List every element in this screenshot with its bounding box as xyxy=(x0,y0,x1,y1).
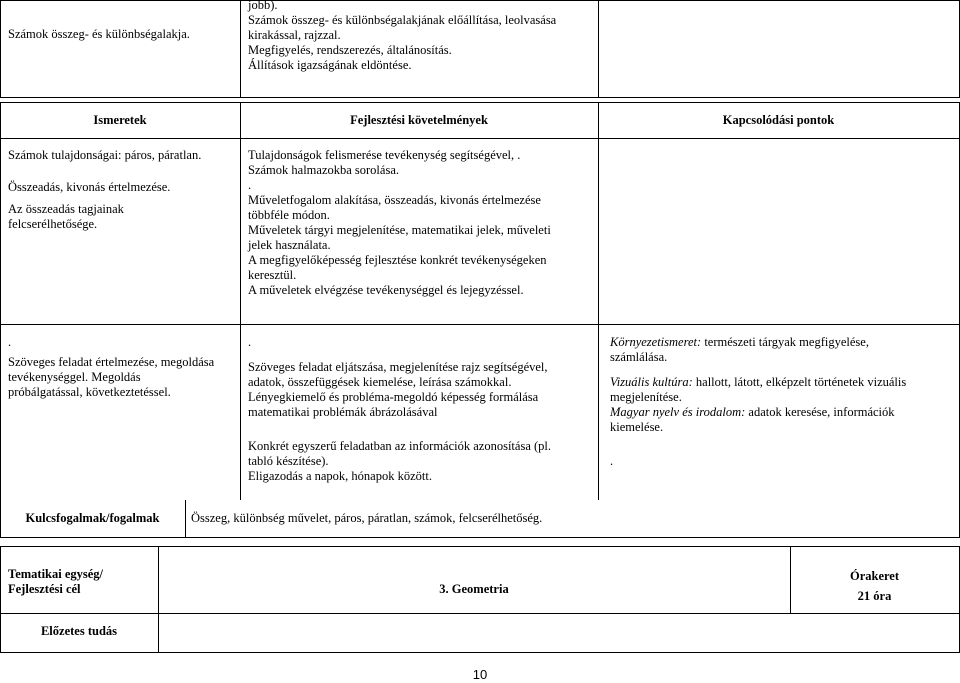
prereq-label: Előzetes tudás xyxy=(40,624,118,638)
hours-cell: Órakeret 21 óra xyxy=(849,569,900,603)
keywords-label: Kulcsfogalmak/fogalmak xyxy=(25,511,160,525)
kornyezetismeret-label: Környezetismeret: xyxy=(610,335,702,349)
row2-fejlesztesi: . Szöveges feladat eljátszása, megjelenítése rajz segítségével, adatok, összefüggések kiemelése, leírása számokkal. Lényegkiemelő és probléma-megoldó képesség formálása matematikai problémák ábrázolásával Konkrét egyszerű feladatban az információk azonosítása (pl. tabló készítése). Eligazodás a napok, hónapok között. xyxy=(248,335,551,483)
keywords-text: Összeg, különbség művelet, páros, páratlan, számok, felcserélhetőség. xyxy=(191,511,543,525)
header-kapcsolodasi: Kapcsolódási pontok xyxy=(722,113,835,127)
header-ismeretek: Ismeretek xyxy=(93,113,147,127)
topic-label: Tematikai egység/ Fejlesztési cél xyxy=(8,567,104,596)
row2-kapcsolodasi: Környezetismeret: természeti tárgyak megfigyelése, számlálása. Vizuális kultúra: hallott, látott, elképzelt történetek vizuális megjelenítése. Magyar nyelv és irodalom: adatok keresése, információk kiemelése. . xyxy=(610,335,907,468)
row2-ismeretek: . Szöveges feladat értelmezése, megoldása tevékenységgel. Megoldás próbálgatással, következtetéssel. xyxy=(8,335,215,399)
top-left-text: Számok összeg- és különbségalakja. xyxy=(8,27,190,41)
top-middle-text: jobb). Számok összeg- és különbségalakjának előállítása, leolvasása kirakással, rajzzal. Megfigyelés, rendszerezés, általánosítás. Állítások igazságának eldöntése. xyxy=(248,0,557,72)
magyar-nyelv-label: Magyar nyelv és irodalom: xyxy=(610,405,746,419)
vizualis-kultura-label: Vizuális kultúra: xyxy=(610,375,693,389)
topic-title: 3. Geometria xyxy=(439,582,509,596)
header-fejlesztesi: Fejlesztési követelmények xyxy=(350,113,488,127)
row1-ismeretek: Számok tulajdonságai: páros, páratlan. Összeadás, kivonás értelmezése. Az összeadás tagjainak felcserélhetősége. xyxy=(8,148,202,231)
row1-fejlesztesi: Tulajdonságok felismerése tevékenység segítségével, . Számok halmazokba sorolása. . Műveletfogalom alakítása, összeadás, kivonás értelmezése többféle módon. Műveletek tárgyi megjelenítése, matematikai jelek, műveleti jelek használata. A megfigyelőképesség fejlesztése konkrét tevékenységeken keresztül. A műveletek elvégzése tevékenységgel és lejegyzéssel. xyxy=(248,148,551,297)
page-number: 10 xyxy=(472,667,488,682)
